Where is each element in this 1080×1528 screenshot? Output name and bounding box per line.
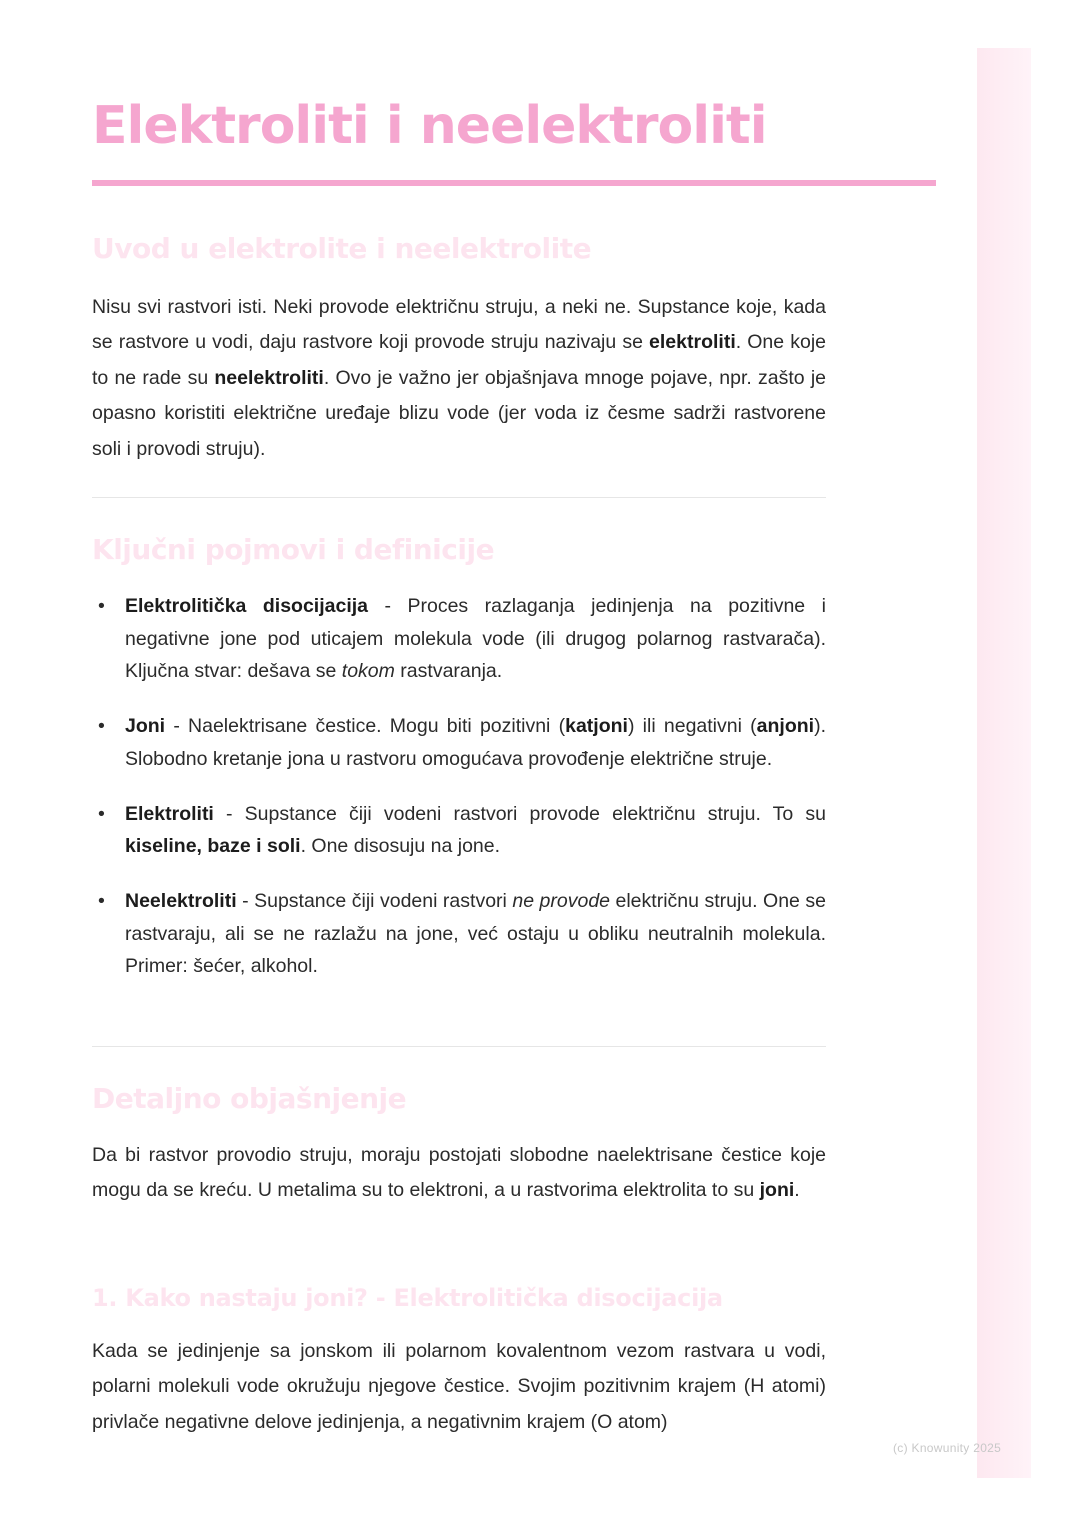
term-label: Elektroliti: [125, 802, 214, 825]
section-heading-intro: Uvod u elektrolite i neelektrolite: [92, 232, 592, 265]
page-title: Elektroliti i neelektroliti: [92, 96, 767, 156]
term-label: Joni: [125, 715, 166, 738]
term-label: Neelektroliti: [125, 889, 237, 912]
term-neelektroliti: neelektroliti: [214, 366, 324, 389]
section-divider: [92, 1046, 826, 1047]
bullet-icon: •: [98, 715, 105, 738]
term-joni: joni: [759, 1179, 795, 1202]
section-divider: [92, 497, 826, 498]
title-underline: [92, 180, 936, 186]
copyright-footer: (c) Knowunity 2025: [893, 1441, 1002, 1455]
disocijacija-paragraph: Kada se jedinjenje sa jonskom ili polarnom kovalentnom vezom rastvara u vodi, polarni molekuli vode okružuju njegove čestice. Svojim pozitivnim krajem (H atomi) privlače negativne delove jedinjenja, a negativnim krajem (O atom): [92, 1340, 826, 1433]
intro-paragraph: Nisu svi rastvori isti. Neki provode električnu struju, a neki ne. Supstance koje, kada se rastvore u vodi, daju rastvore koji provode struju nazivaju se elektroliti. One koje to ne rade su neelektroliti. Ovo je važno jer objašnjava mnoge pojave, npr. zašto je opasno koristiti električne uređaje blizu vode (jer voda iz česme sadrži rastvorene soli i provodi struju).: [92, 296, 826, 460]
list-item: • Joni - Naelektrisane čestice. Mogu biti pozitivni (katjoni) ili negativni (anjoni). Slobodno kretanje jona u rastvoru omogućava provođenje električne struje.: [92, 710, 826, 775]
list-item: • Elektrolitička disocijacija - Proces razlaganja jedinjenja na pozitivne i negativne jone pod uticajem molekula vode (ili drugog polarnog rastvarača). Ključna stvar: dešava se tokom rastvaranja.: [92, 590, 826, 688]
section-heading-detail: Detaljno objašnjenje: [92, 1082, 407, 1115]
bullet-icon: •: [98, 889, 105, 912]
side-decoration-strip: [977, 48, 1031, 1478]
term-label: Elektrolitička disocijacija: [125, 595, 369, 617]
section-heading-terms: Ključni pojmovi i definicije: [92, 533, 495, 566]
bullet-icon: •: [98, 595, 105, 617]
list-item: • Elektroliti - Supstance čiji vodeni rastvori provode električnu struju. To su kiseline, baze i soli. One disosuju na jone.: [92, 798, 826, 863]
subsection-heading-disocijacija: 1. Kako nastaju joni? - Elektrolitička disocijacija: [92, 1284, 723, 1312]
terms-list: [92, 590, 826, 983]
bullet-icon: •: [98, 802, 105, 825]
list-item: • Neelektroliti - Supstance čiji vodeni rastvori ne provode električnu struju. One se rastvaraju, ali se ne razlažu na jone, već ostaju u obliku neutralnih molekula. Primer: šećer, alkohol.: [92, 885, 826, 983]
term-elektroliti: elektroliti: [649, 331, 736, 354]
detail-paragraph: Da bi rastvor provodio struju, moraju postojati slobodne naelektrisane čestice koje mogu da se kreću. U metalima su to elektroni, a u rastvorima elektrolita to su joni.: [92, 1144, 826, 1202]
